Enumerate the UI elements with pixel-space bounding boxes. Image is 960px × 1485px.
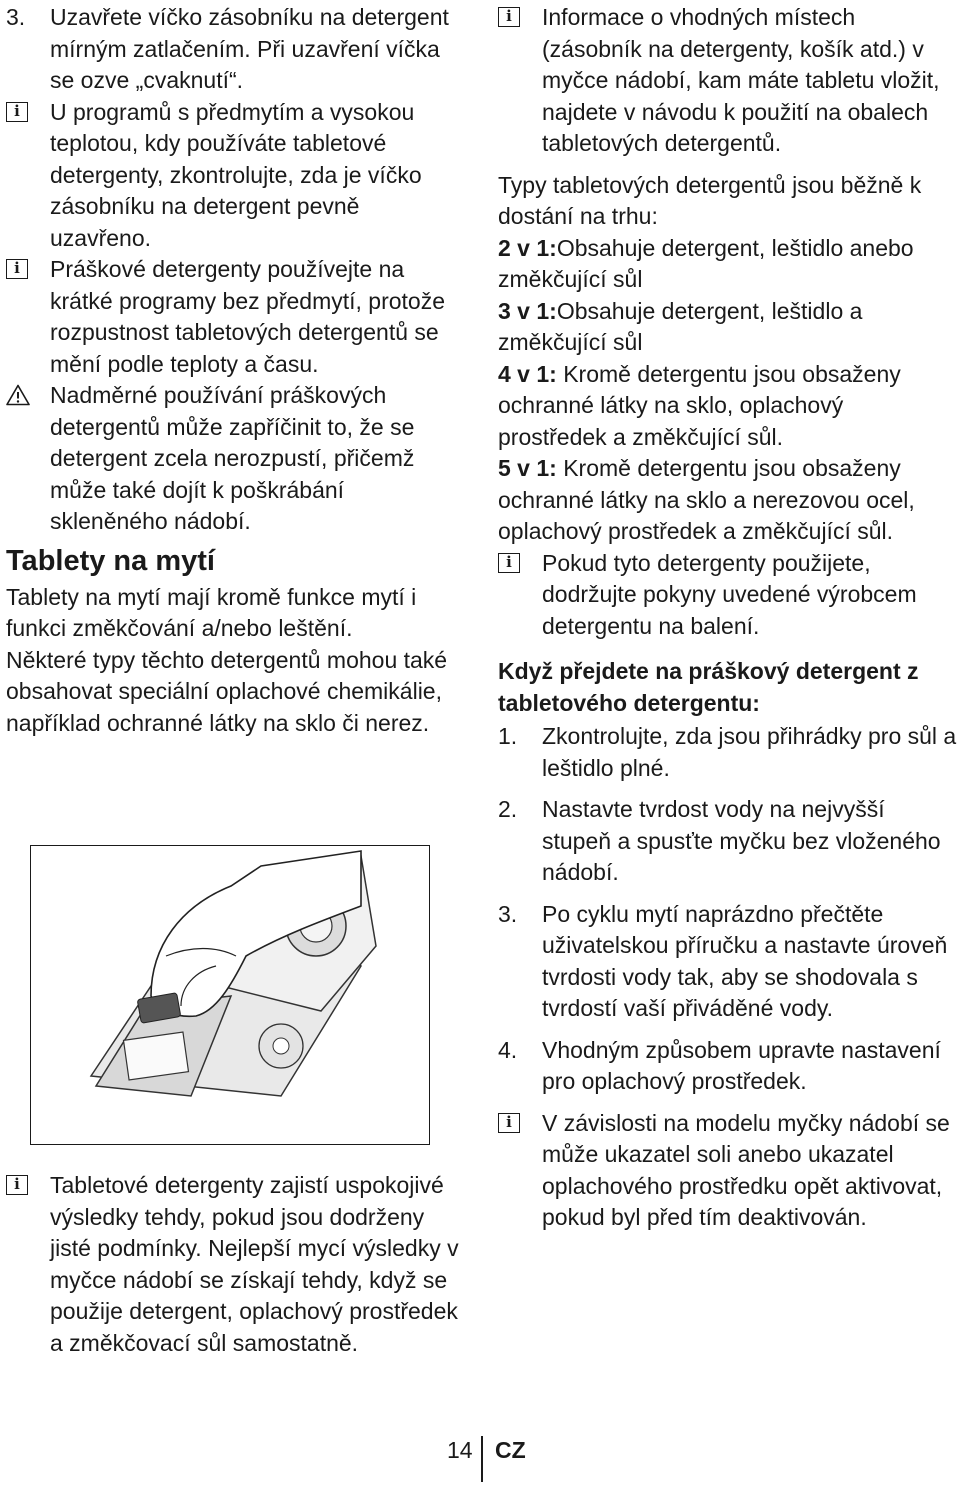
language-code: CZ — [495, 1437, 526, 1463]
step-4 — [498, 1035, 958, 1098]
info-icon: i — [6, 259, 28, 279]
type-label: 4 v 1: — [498, 360, 557, 387]
note-text: U programů s předmytím a vysokou teplotou, kdy používáte tabletové detergenty, zkontrolujte, zda je víčko zásobníku na detergent pevně uzavřeno. — [50, 98, 422, 251]
type-text: Kromě detergentu jsou obsaženy ochranné látky na sklo a nerezovou ocel, oplachový prostředek a změkčující sůl. — [498, 455, 915, 544]
info-icon: i — [498, 1113, 520, 1133]
info-icon: i — [6, 1175, 28, 1195]
left-column — [6, 2, 466, 739]
type-label: 3 v 1: — [498, 297, 557, 324]
type-label: 5 v 1: — [498, 455, 557, 481]
type-item — [498, 233, 958, 296]
type-text: Obsahuje detergent, leštidlo a změkčující sůl — [498, 297, 863, 355]
left-bottom — [6, 1170, 466, 1359]
info-icon: i — [498, 7, 520, 27]
warning-text: Nadměrné používání práškových detergentů může zapříčinit to, že se detergent zcela nerozpustí, přičemž může také dojít k poškrábání skleněného nádobí. — [50, 382, 415, 534]
dispenser-drawing — [31, 846, 428, 1143]
subsection-heading: Když přejdete na práškový detergent z tabletového detergentu: — [498, 658, 919, 716]
step-3 — [498, 899, 958, 1025]
info-icon: i — [498, 553, 520, 573]
types-list — [498, 233, 958, 548]
step-text: Nastavte tvrdost vody na nejvyšší stupeň a spusťte myčku bez vloženého nádobí. — [542, 796, 941, 885]
type-item — [498, 296, 958, 359]
type-item — [498, 359, 958, 454]
section-heading: Tablety na mytí — [6, 544, 215, 577]
note-prewash — [6, 97, 466, 255]
type-text: Kromě detergentu jsou obsaženy ochranné látky na sklo, oplachový prostředek a změkčující sůl. — [498, 360, 901, 450]
step-number: 3. — [498, 900, 518, 927]
type-text: Obsahuje detergent, leštidlo anebo změkčující sůl — [498, 234, 914, 292]
note-results — [6, 1170, 466, 1359]
note-use — [498, 548, 958, 643]
step-number: 4. — [498, 1036, 518, 1063]
step-text: Uzavřete víčko zásobníku na detergent mírným zatlačením. Při uzavření víčka se ozve „cvaknutí“. — [50, 4, 449, 93]
right-column — [498, 2, 958, 1234]
note-text: Tabletové detergenty zajistí uspokojivé výsledky tehdy, pokud jsou dodrženy jisté podmínky. Nejlepší mycí výsledky v myčce nádobí se získají tehdy, když se použije detergent, oplachový prostředek a změkčovací sůl samostatně. — [50, 1172, 459, 1356]
note-text: Informace o vhodných místech (zásobník na detergenty, košík atd.) v myčce nádobí, kam máte tabletu vložit, najdete v návodu k použití na obalech tabletových detergentů. — [542, 4, 940, 156]
step-text: Vhodným způsobem upravte nastavení pro oplachový prostředek. — [542, 1036, 941, 1094]
type-label: 2 v 1: — [498, 234, 557, 261]
note-powder — [6, 254, 466, 380]
step-number: 2. — [498, 796, 518, 822]
footer-divider — [481, 1436, 483, 1482]
step-2 — [498, 794, 958, 889]
paragraph: Tablety na mytí mají kromě funkce mytí i funkci změkčování a/nebo leštění. — [6, 583, 417, 641]
note-text: Pokud tyto detergenty použijete, dodržujte pokyny uvedené výrobcem detergentu na balení. — [542, 549, 917, 639]
warning-icon — [6, 384, 30, 406]
note-indicator — [498, 1108, 958, 1234]
step-3 — [6, 2, 466, 97]
paragraph: Některé typy těchto detergentů mohou také obsahovat speciální oplachové chemikálie, například ochranné látky na sklo či nerez. — [6, 646, 448, 736]
dispenser-illustration — [30, 845, 430, 1145]
warning-overuse — [6, 380, 466, 538]
info-icon: i — [6, 102, 28, 122]
step-text: Po cyklu mytí naprázdno přečtěte uživatelskou příručku a nastavte úroveň tvrdosti vody tak, aby se shodovala s tvrdostí vaší přiváděné vody. — [542, 900, 948, 1021]
types-intro: Typy tabletových detergentů jsou běžně k dostání na trhu: — [498, 171, 922, 229]
step-number: 3. — [6, 4, 26, 30]
step-1 — [498, 721, 958, 784]
note-placement — [498, 2, 958, 160]
type-item — [498, 453, 958, 548]
step-text: Zkontrolujte, zda jsou přihrádky pro sůl a leštidlo plné. — [542, 723, 957, 781]
note-text: Práškové detergenty používejte na krátké programy bez předmytí, protože rozpustnost tabletových detergentů se mění podle teploty a času. — [50, 256, 445, 377]
step-number: 1. — [498, 723, 518, 749]
note-text: V závislosti na modelu myčky nádobí se může ukazatel soli anebo ukazatel oplachového prostředku opět aktivovat, pokud byl před tím deaktivován. — [542, 1109, 950, 1230]
page-number: 14 — [447, 1437, 473, 1463]
